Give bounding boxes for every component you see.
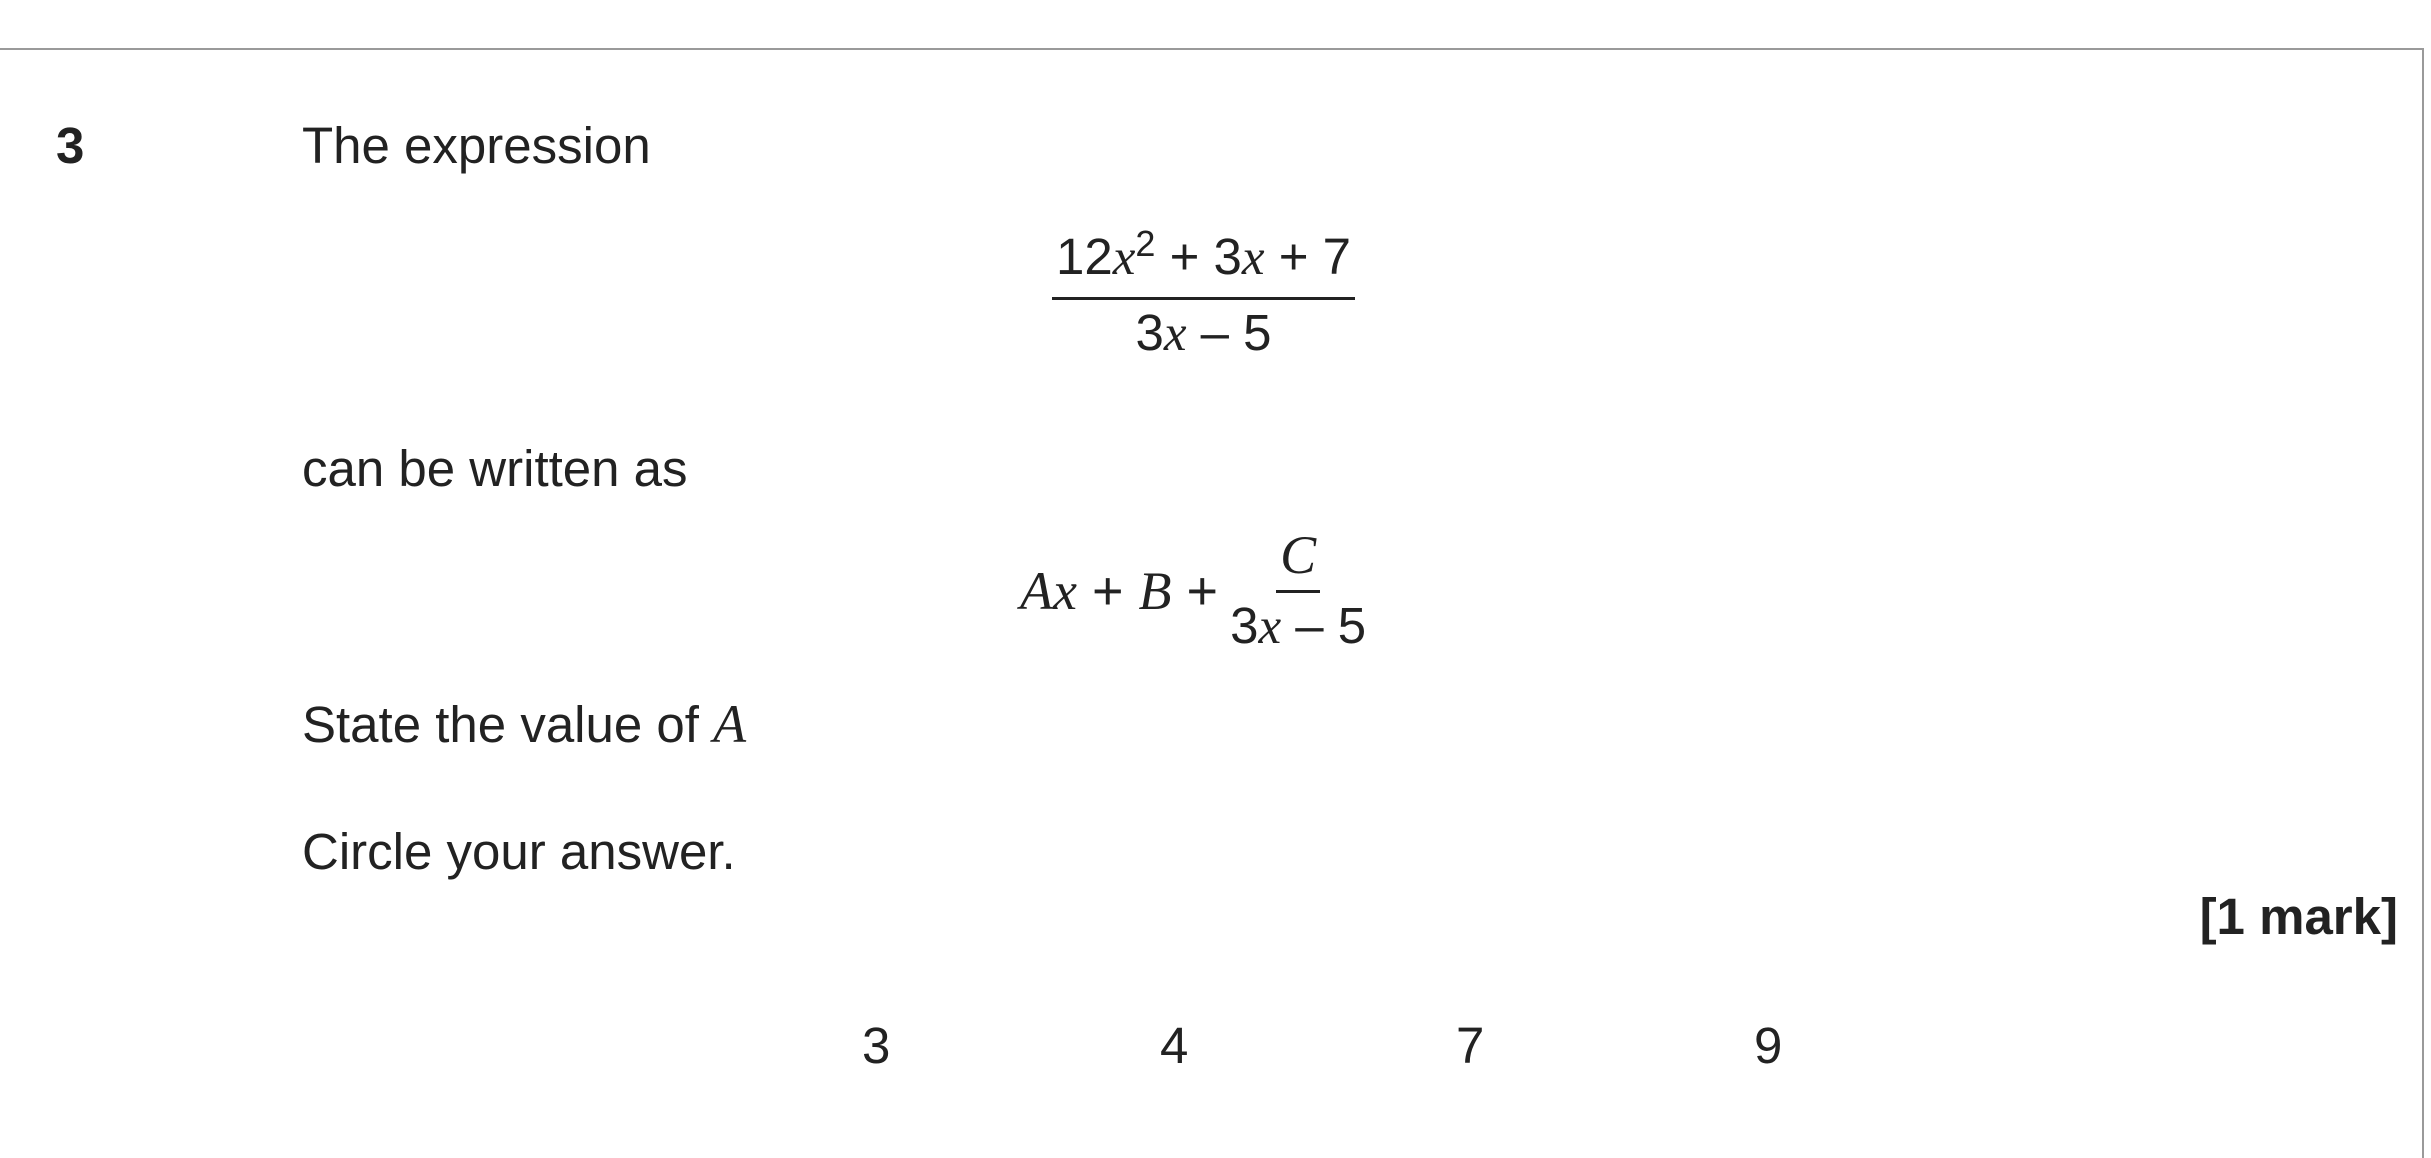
instruction-prefix: State the value of: [302, 696, 714, 753]
den2-start: 3: [1230, 597, 1259, 654]
plus-2: +: [1171, 561, 1219, 621]
instruction-text: [302, 694, 746, 755]
var-C: C: [1276, 526, 1320, 593]
den-var: x: [1163, 306, 1187, 362]
expression-denominator: [1135, 300, 1271, 363]
num-end: + 7: [1264, 228, 1352, 285]
var-x: x: [1053, 561, 1077, 621]
instruction-var: A: [713, 694, 747, 754]
den-start: 3: [1135, 304, 1164, 361]
num-exponent: 2: [1135, 223, 1156, 264]
circle-instruction: Circle your answer.: [302, 823, 736, 880]
rewritten-denominator: [1230, 593, 1366, 656]
num-var2: x: [1241, 230, 1265, 286]
expression-fraction: [1052, 223, 1355, 363]
den2-end: – 5: [1281, 597, 1367, 654]
marks-label: [1 mark]: [2199, 888, 2398, 945]
answer-option-4[interactable]: 9: [1754, 1017, 1783, 1074]
den2-var: x: [1258, 599, 1282, 655]
rewritten-fraction: [1230, 526, 1366, 656]
answer-option-2[interactable]: 4: [1160, 1017, 1189, 1074]
num-mid: + 3: [1155, 228, 1242, 285]
answer-option-3[interactable]: 7: [1456, 1017, 1485, 1074]
num-coef: 12: [1056, 228, 1113, 285]
rewrite-text: can be written as: [302, 440, 688, 497]
expression-numerator: [1052, 223, 1355, 300]
question-number: 3: [56, 117, 85, 174]
den-end: – 5: [1186, 304, 1272, 361]
num-var: x: [1112, 230, 1136, 286]
var-B: B: [1138, 561, 1172, 621]
intro-text: The expression: [302, 117, 651, 174]
rewritten-expression: [1020, 526, 1366, 656]
answer-option-1[interactable]: 3: [862, 1017, 891, 1074]
plus-1: +: [1076, 561, 1139, 621]
var-A: A: [1020, 561, 1053, 621]
rewritten-lhs: [1020, 560, 1218, 622]
